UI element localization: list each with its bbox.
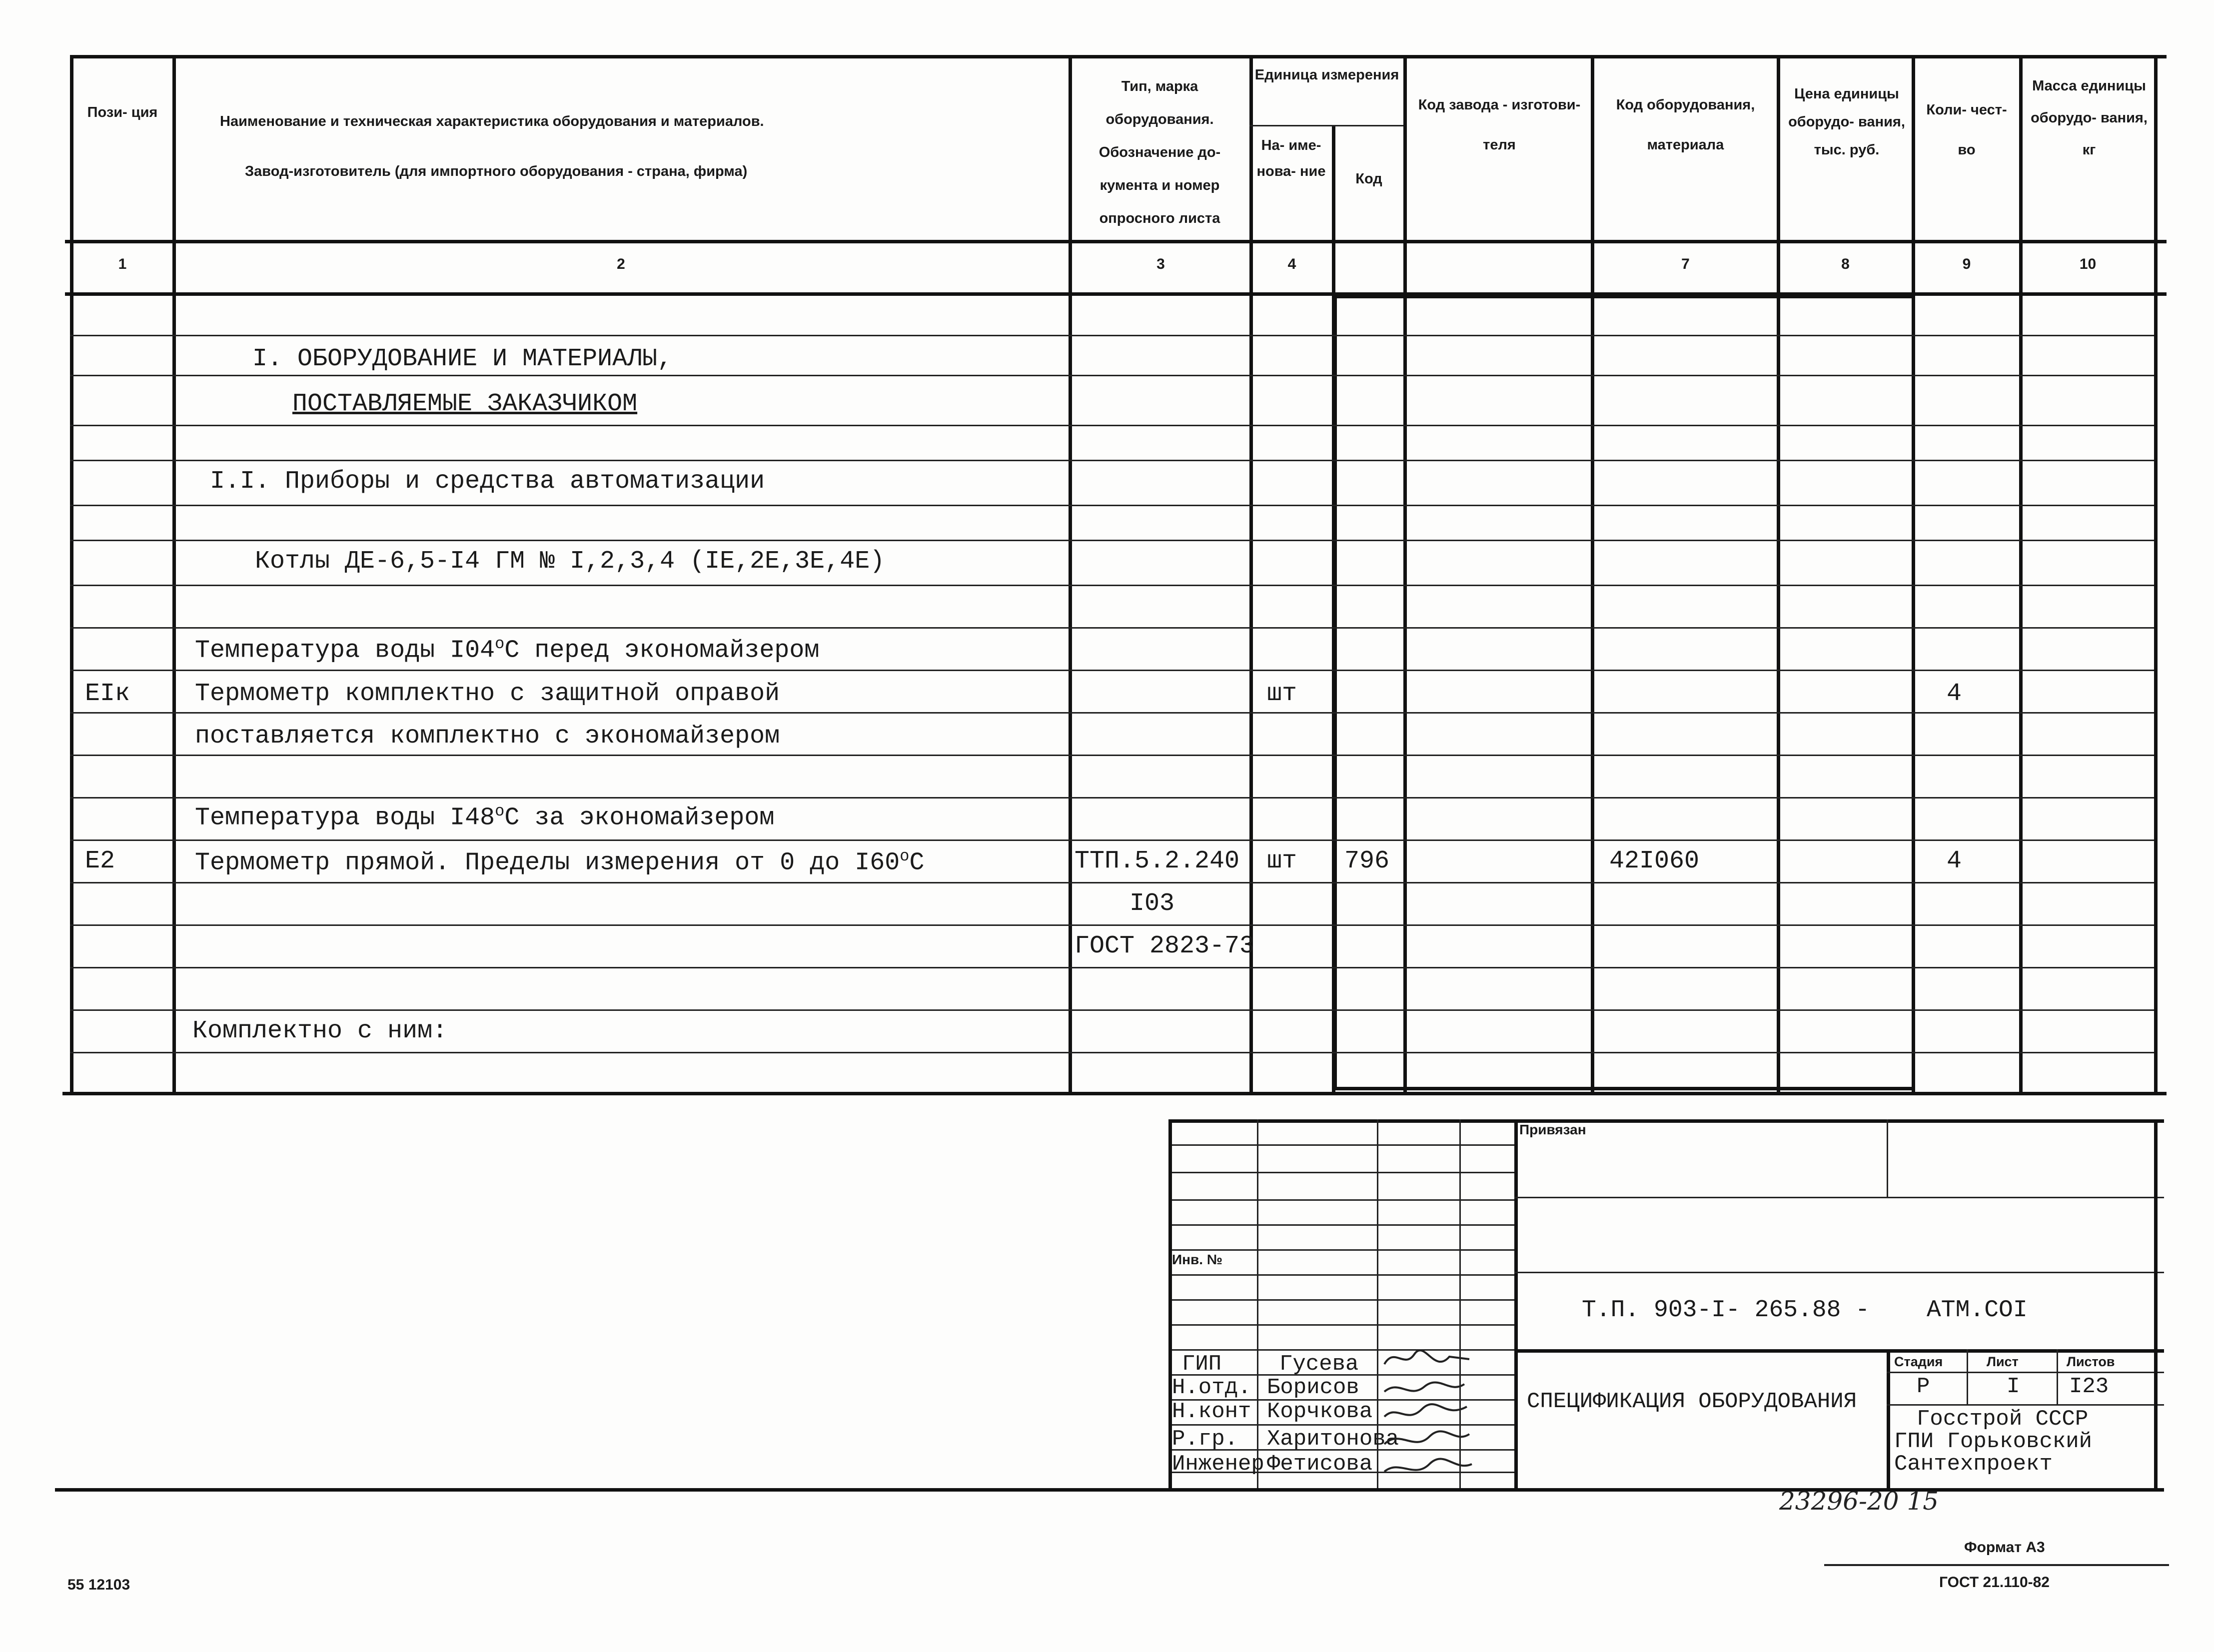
e2-unit: шт (1267, 847, 1297, 875)
col-number-10: 10 (2079, 256, 2097, 272)
organization-line1: Госстрой СССР (1917, 1407, 2089, 1432)
header-price: Цена единицы оборудо- вания, тыс. руб. (1788, 86, 1905, 158)
header-name-line2: Завод-изготовитель (для импортного оборудования - страна, фирма) (245, 163, 748, 179)
temp1-line: Температура воды $I04^оС$ перед экономайзером (195, 635, 820, 665)
document-title: СПЕЦИФИКАЦИЯ ОБОРУДОВАНИЯ (1527, 1389, 1857, 1414)
e2-name: Термометр прямой. Пределы измерения от 0 до $I60^оС$ (195, 847, 925, 877)
temp2-line: Температура воды $I48^оС$ за экономайзером (195, 802, 775, 832)
e2-equipment-code: 42I060 (1609, 847, 1700, 875)
sheets-value: I23 (2069, 1374, 2109, 1399)
e1-unit: шт (1267, 680, 1297, 708)
e2-type-line2: I03 (1129, 889, 1175, 918)
stage-value: Р (1917, 1374, 1930, 1399)
e2-type: ТТП.5.2.240 (1075, 847, 1240, 875)
e1-quantity: 4 (1947, 680, 1962, 708)
e2-quantity: 4 (1947, 847, 1962, 875)
header-equipment-code: Код оборудования, материала (1616, 97, 1755, 153)
archive-code: 55 12103 (67, 1577, 130, 1593)
inventory-label: Инв. № (1172, 1252, 1223, 1267)
section-title-line2: ПОСТАВЛЯЕМЫЕ ЗАКАЗЧИКОМ (292, 390, 638, 418)
role-norm-control: Н.конт (1172, 1399, 1251, 1424)
col-number-4: 4 (1287, 256, 1296, 272)
signature-scribbles (1379, 1344, 1479, 1489)
sheet-value: I (2007, 1374, 2020, 1399)
role-group-lead: Р.гр. (1172, 1427, 1238, 1452)
e2-unit-code: 796 (1344, 847, 1390, 875)
format-label: Формат А3 (1964, 1539, 2045, 1556)
header-position: Пози- ция (87, 104, 158, 120)
e1-name: Термометр комплектно с защитной оправой (195, 680, 780, 708)
col-number-3: 3 (1156, 256, 1165, 272)
header-unit-group: Единица измерения (1254, 67, 1399, 83)
header-type: Тип, марка оборудования. Обозначение до- кумента и номер опросного листа (1099, 78, 1221, 226)
name-fetisova: Фетисова (1267, 1452, 1373, 1477)
col-number-7: 7 (1681, 256, 1690, 272)
header-factory-code: Код завода - изготови- теля (1418, 97, 1581, 153)
header-mass: Масса единицы оборудо- вания, кг (2031, 78, 2148, 158)
name-borisov: Борисов (1267, 1375, 1359, 1400)
e1-position: EIк (85, 680, 130, 708)
organization-line3: Сантехпроект (1894, 1452, 2053, 1477)
document-mark: АТМ.СОI (1927, 1297, 2028, 1324)
stage-label: Стадия (1894, 1354, 1943, 1369)
boilers-line: Котлы ДЕ-6,5-I4 ГМ № I,2,3,4 (IE,2E,3E,4E) (255, 547, 885, 576)
col-number-8: 8 (1841, 256, 1850, 272)
e2-position: E2 (85, 847, 115, 875)
document-code: Т.П. 903-I- 265.88 - (1582, 1297, 1870, 1324)
header-unit-name: На- име- нова- ние (1256, 137, 1326, 179)
col-number-9: 9 (1962, 256, 1971, 272)
organization-line2: ГПИ Горьковский (1894, 1429, 2093, 1454)
header-quantity: Коли- чест- во (1926, 102, 2007, 158)
role-gip: ГИП (1182, 1352, 1222, 1377)
gost-label: ГОСТ 21.110-82 (1939, 1574, 2050, 1591)
complete-with-line: Комплектно с ним: (192, 1017, 448, 1045)
subsection-title: I.I. Приборы и средства автоматизации (210, 467, 765, 496)
header-name-line1: Наименование и техническая характеристика оборудования и материалов. (220, 113, 764, 129)
e1-note: поставляется комплектно с экономайзером (195, 722, 780, 751)
section-title-line1: I. ОБОРУДОВАНИЕ И МАТЕРИАЛЫ, (252, 345, 673, 373)
name-kharitonova: Харитонова (1267, 1427, 1399, 1452)
col-number-1: 1 (118, 256, 127, 272)
handwritten-number: 23296-20 15 (1779, 1487, 1939, 1516)
privyazan-label: Привязан (1519, 1122, 1586, 1137)
sheets-label: Листов (2067, 1354, 2115, 1369)
e2-type-line3: ГОСТ 2823-73 (1075, 932, 1255, 960)
sheet-label: Лист (1987, 1354, 2019, 1369)
role-engineer: Инженер (1172, 1452, 1264, 1477)
header-unit-code: Код (1355, 171, 1382, 187)
name-guseva: Гусева (1279, 1352, 1359, 1377)
col-number-2: 2 (617, 256, 625, 272)
role-head-dept: Н.отд. (1172, 1375, 1251, 1400)
name-korchkova: Корчкова (1267, 1399, 1373, 1424)
